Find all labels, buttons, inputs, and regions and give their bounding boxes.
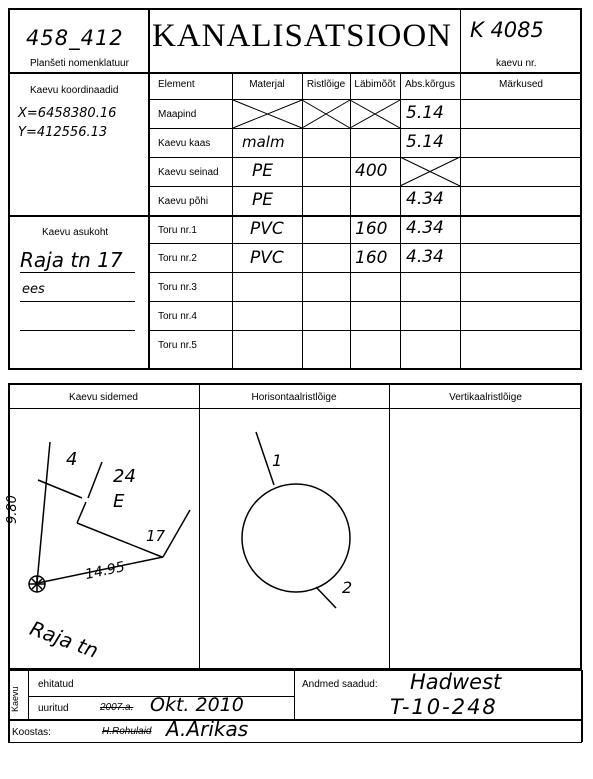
abs-height-value: 4.34 [406,189,444,209]
building-label-a: 4 [66,449,78,470]
building-label-b-sub: E [113,491,125,512]
row-label: Toru nr.2 [158,253,197,264]
row-label: Toru nr.3 [158,282,197,293]
row-label: Toru nr.5 [158,340,197,351]
divider [28,670,29,719]
row-label: Toru nr.1 [158,225,197,236]
divider [581,670,583,742]
coordinate-y-value: Y=412556.13 [18,125,108,140]
material-value: PVC [250,248,284,268]
sketch-header-ties: Kaevu sidemed [69,392,138,403]
sheet-nomenclature-label: Planšeti nomenklatuur [30,58,129,69]
diameter-value: 160 [355,219,388,239]
compiled-label: Koostas: [12,727,51,738]
well-number-label: kaevu nr. [496,58,537,69]
row-label: Kaevu põhi [158,196,209,207]
material-value: PE [252,190,273,210]
data-source-label: Andmed saadud: [302,679,378,690]
abs-height-value: 5.14 [406,132,444,152]
building-label-b: 24 [113,466,136,487]
divider [8,719,582,721]
col-header-material: Materjal [249,79,285,90]
compiled-value: A.Arikas [166,717,249,741]
building-label-c: 17 [146,527,166,545]
location-label: Kaevu asukoht [42,227,109,238]
kaevu-side-label: Kaevu [10,686,20,712]
divider [8,742,582,743]
col-header-diameter: Läbimõõt [354,79,396,90]
row-label: Kaevu kaas [158,138,211,149]
coordinates-label: Kaevu koordinaadid [30,85,119,96]
divider [294,670,295,719]
row-label: Kaevu seinad [158,167,219,178]
built-label: ehitatud [38,679,74,690]
pipe-label-1: 1 [272,451,283,470]
sheet-nomenclature-value: 458_412 [26,26,124,50]
col-header-element: Element [158,79,195,90]
col-header-notes: Märkused [499,79,543,90]
material-value: PVC [250,219,284,239]
abs-height-value: 5.14 [406,103,444,123]
tie-left-distance: 9.80 [5,495,20,524]
surveyed-label: uuritud [38,703,69,714]
compiled-struck-value: H.Rohulaid [102,726,152,737]
diameter-value: 160 [355,248,388,268]
col-header-cross-section: Ristlõige [306,79,346,90]
material-value: PE [252,161,273,181]
material-value: malm [242,133,285,151]
sketch-header-vertical: Vertikaalristlõige [449,392,522,403]
surveyed-struck-value: 2007.a. [100,702,134,713]
surveyed-value: Okt. 2010 [150,694,244,716]
sketch-header-horizontal: Horisontaalristlõige [251,392,337,403]
page-title: KANALISATSIOON [152,18,452,54]
data-source-value2: T-10-248 [390,695,498,719]
data-source-value1: Hadwest [410,670,502,694]
location-line2: ees [22,282,45,297]
tie-bottom-distance: 14.95 [83,559,127,583]
street-label: Raja tn [26,616,102,663]
well-number-value: K 4085 [470,18,544,42]
diameter-value: 400 [355,161,388,181]
row-label: Maapind [158,109,197,120]
coordinate-x-value: X=6458380.16 [18,106,117,121]
abs-height-value: 4.34 [406,218,444,238]
abs-height-value: 4.34 [406,247,444,267]
col-header-abs-height: Abs.kõrgus [404,79,456,90]
location-line1: Raja tn 17 [20,248,123,272]
row-label: Toru nr.4 [158,311,197,322]
pipe-label-2: 2 [342,578,353,597]
